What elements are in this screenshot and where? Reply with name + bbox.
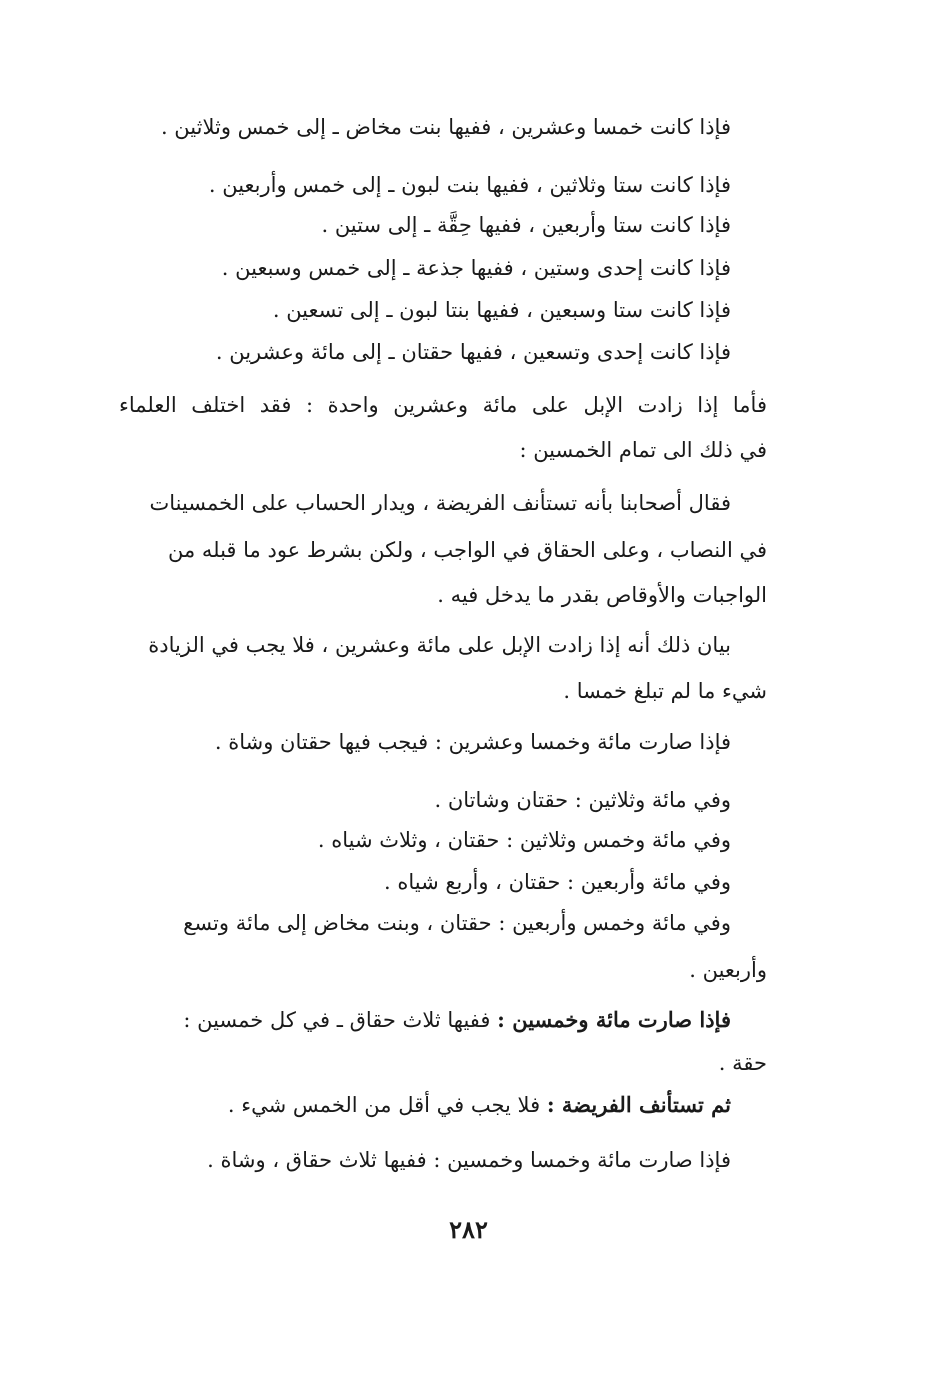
text-line: فإذا كانت إحدى وستين ، ففيها جذعة ـ إلى خمس وسبعين . (221, 256, 731, 280)
text-line: بيان ذلك أنه إذا زادت الإبل على مائة وعشرين ، فلا يجب في الزيادة (148, 633, 731, 657)
text-line: فإذا كانت ستا وثلاثين ، ففيها بنت لبون ـ إلى خمس وأربعين . (208, 173, 731, 197)
text-line: وفي مائة وثلاثين : حقتان وشاتان . (434, 788, 731, 812)
text-line-rest: ففيها ثلاث حقاق ـ في كل خمسين : (183, 1008, 491, 1032)
text-line: وفي مائة وخمس وأربعين : حقتان ، وبنت مخاض إلى مائة وتسع (183, 911, 731, 935)
text-line: في النصاب ، وعلى الحقاق في الواجب ، ولكن بشرط عود ما قبله من (167, 538, 767, 562)
text-line: فإذا صارت مائة وخمسا وعشرين : فيجب فيها حقتان وشاة . (214, 730, 731, 754)
text-line: فإذا صارت مائة وخمسا وخمسين : ففيها ثلاث حقاق ، وشاة . (207, 1148, 731, 1172)
text-line: في ذلك الى تمام الخمسين : (519, 438, 767, 462)
text-line-rest: فلا يجب في أقل من الخمس شيء . (227, 1093, 541, 1117)
text-line: الواجبات والأوقاص بقدر ما يدخل فيه . (437, 583, 767, 607)
text-line (119, 390, 767, 420)
text-line (183, 1005, 731, 1035)
text-line: شيء ما لم تبلغ خمسا . (563, 679, 767, 703)
text-line: وفي مائة وأربعين : حقتان ، وأربع شياه . (383, 870, 731, 894)
bold-lead: فإذا صارت مائة وخمسين : (497, 1007, 731, 1032)
text-line: فإذا كانت ستا وأربعين ، ففيها حِقَّة ـ إلى ستين . (321, 213, 731, 237)
text-line: وفي مائة وخمس وثلاثين : حقتان ، وثلاث شياه . (317, 828, 731, 852)
text-line: فقال أصحابنا بأنه تستأنف الفريضة ، ويدار الحساب على الخمسينات (149, 491, 731, 515)
text-line: وأربعين . (689, 958, 767, 982)
text-line: فإذا كانت ستا وسبعين ، ففيها بنتا لبون ـ إلى تسعين . (272, 298, 731, 322)
bold-lead: ثم تستأنف الفريضة : (546, 1092, 731, 1117)
page-number: ٢٨٢ (449, 1215, 488, 1244)
text-line: فإذا كانت إحدى وتسعين ، ففيها حقتان ـ إلى مائة وعشرين . (215, 340, 731, 364)
text-line: حقة . (718, 1051, 767, 1075)
text-line-content: فأما إذا زادت الإبل على مائة وعشرين واحدة : فقد اختلف العلماء (119, 393, 767, 417)
text-line: فإذا كانت خمسا وعشرين ، ففيها بنت مخاض ـ إلى خمس وثلاثين . (160, 115, 731, 139)
text-line (228, 1090, 731, 1120)
